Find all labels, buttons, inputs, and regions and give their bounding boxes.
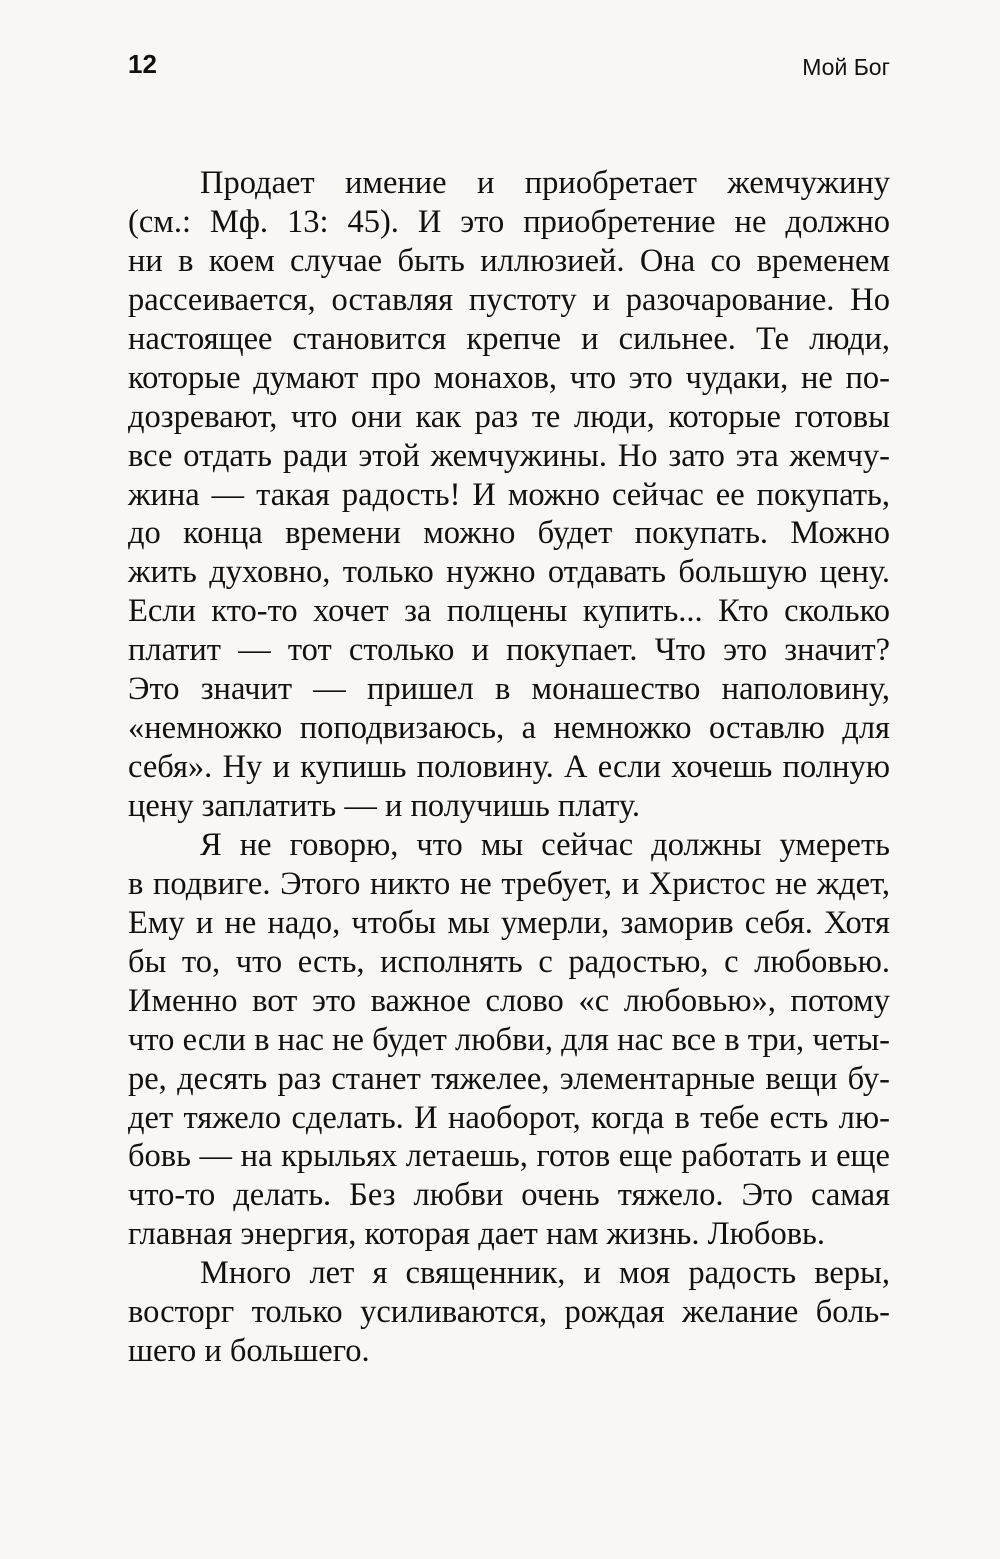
text-line: которые думают про монахов, что это чудаки, не по- (128, 359, 890, 396)
text-line: (см.: Мф. 13: 45). И это приобретение не должно (128, 203, 890, 240)
text-line: Продает имение и приобретает жемчужину (200, 165, 890, 201)
text-line: дозревают, что они как раз те люди, которые готовы (128, 398, 890, 435)
paragraph (128, 826, 890, 1254)
text-line: настоящее становится крепче и сильнее. Те люди, (128, 320, 890, 357)
text-line: бы то, что есть, исполнять с радостью, с любовью. (128, 943, 890, 980)
text-line: шего и большего. (128, 1333, 370, 1370)
text-line: Если кто-то хочет за полцены купить... Кто сколько (128, 593, 890, 630)
text-line: бовь — на крыльях летаешь, готов еще работать и еще (128, 1138, 890, 1175)
text-line: восторг только усиливаются, рождая желание боль- (128, 1294, 890, 1331)
paragraph (128, 164, 890, 826)
text-line: жить духовно, только нужно отдавать большую цену. (128, 554, 890, 591)
text-line: Я не говорю, что мы сейчас должны умереть (200, 826, 890, 863)
text-line: что-то делать. Без любви очень тяжело. Это самая (128, 1177, 890, 1214)
text-line: главная энергия, которая дает нам жизнь. Любовь. (128, 1216, 826, 1253)
text-line: рассеивается, оставляя пустоту и разочарование. Но (128, 281, 890, 318)
text-line: платит — тот столько и покупает. Что это значит? (128, 632, 890, 669)
text-line: «немножко поподвизаюсь, а немножко оставлю для (128, 710, 890, 747)
page-header (128, 44, 890, 88)
text-line: жина — такая радость! И можно сейчас ее покупать, (128, 476, 890, 513)
text-line: Много лет я священник, и моя радость веры, (200, 1255, 890, 1292)
text-line: до конца времени можно будет покупать. Можно (128, 515, 890, 552)
page-number: 12 (128, 49, 157, 79)
body-text (128, 164, 890, 1371)
text-line: Именно вот это важное слово «с любовью», потому (128, 982, 890, 1019)
running-head: Мой Бог (802, 54, 890, 80)
text-line: дет тяжело сделать. И наоборот, когда в тебе есть лю- (128, 1099, 890, 1136)
text-line: цену заплатить — и получишь плату. (128, 788, 640, 824)
text-line: в подвиге. Этого никто не требует, и Христос не ждет, (128, 865, 890, 902)
text-line: Ему и не надо, чтобы мы умерли, заморив себя. Хотя (128, 904, 890, 941)
text-line: все отдать ради этой жемчужины. Но зато эта жемчу- (128, 437, 890, 474)
text-line: себя». Ну и купишь половину. А если хочешь полную (128, 749, 890, 786)
text-line: ни в коем случае быть иллюзией. Она со временем (128, 242, 890, 279)
text-line: Это значит — пришел в монашество наполовину, (128, 671, 890, 708)
text-line: ре, десять раз станет тяжелее, элементарные вещи бу- (128, 1060, 890, 1097)
paragraph (128, 1254, 890, 1371)
text-line: что если в нас не будет любви, для нас все в три, четы- (128, 1021, 890, 1058)
